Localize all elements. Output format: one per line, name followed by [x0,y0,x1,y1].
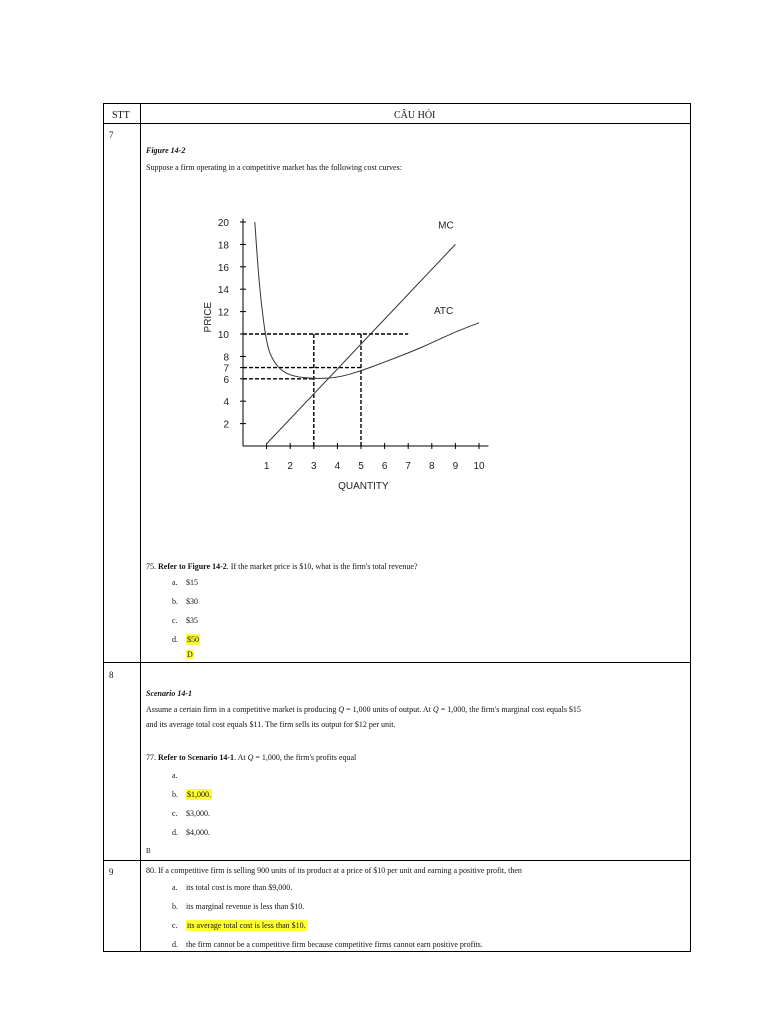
q77-opt-a-letter: a. [172,771,178,780]
x-tick-label: 6 [381,461,388,472]
y-tick-label: 16 [217,262,229,274]
x-axis-label: QUANTITY [338,481,389,492]
x-tick-label: 2 [287,461,293,472]
x-tick-label: 3 [311,461,317,472]
row-divider-8-9 [104,860,690,861]
x-tick-label: 10 [473,461,485,472]
row-divider-7-8 [104,662,690,663]
q77-question [146,753,356,763]
q80-opt-c: its average total cost is less than $10. [187,921,306,930]
q75-text: . If the market price is $10, what is the firm's total revenue? [226,562,418,571]
y-axis-label: PRICE [203,301,214,333]
x-tick-label: 7 [405,461,411,472]
stt-7: 7 [109,130,114,140]
q80-opt-d-letter: d. [172,940,178,949]
q75-opt-d: $50 [187,635,199,644]
x-tick-label: 8 [429,461,435,472]
chart-labels [203,218,485,492]
q77-number: 77. [146,753,156,762]
q77-text-a: . At [234,753,248,762]
scenario-line2: and its average total cost equals $11. The firm sells its output for $12 per unit. [146,720,396,729]
q77-text-b: = 1,000, the firm's profits equal [253,753,357,762]
q75-opt-c-letter: c. [172,616,178,625]
series-atc-line [255,222,479,378]
q75-question [146,562,418,572]
q75-ref: Refer to Figure 14-2 [158,562,227,571]
q75-number: 75. [146,562,156,571]
y-tick-label: 10 [217,330,229,341]
figure-label: Figure 14-2 [146,146,186,155]
scenario-line1-b: = 1,000 units of output. At [344,705,433,714]
y-tick-label: 20 [217,218,229,229]
q77-opt-d-letter: d. [172,828,178,837]
header-divider [104,123,690,124]
column-divider [140,104,141,951]
q80-opt-b: its marginal revenue is less than $10. [186,902,305,911]
chart-dashed-lines [243,334,408,446]
y-tick-label: 7 [223,363,229,375]
q80-opt-c-letter: c. [172,921,178,930]
q77-answer: B [146,847,151,855]
header-stt: STT [112,110,130,121]
q75-opt-d-letter: d. [172,635,178,644]
x-tick-label: 5 [358,461,364,472]
x-tick-label: 1 [263,461,270,472]
series-atc-label: ATC [433,305,454,317]
q75-opt-b-letter: b. [172,597,178,606]
q75-opt-a-letter: a. [172,578,178,587]
q77-opt-c-letter: c. [172,809,178,818]
q77-opt-d: $4,000. [186,828,210,837]
q80-question: 80. If a competitive firm is selling 900 units of its product at a price of $10 per unit and earning a positive profit, then [146,866,522,875]
scenario-line1-c: = 1,000, the firm's marginal cost equals $15 [438,705,581,714]
stt-9: 9 [109,867,114,877]
scenario-q2: Q [432,705,439,714]
header-question: CÂU HỎI [394,110,436,121]
q77-opt-b-letter: b. [172,790,178,799]
chart-series [255,222,479,444]
scenario-line1 [146,705,581,715]
q75-opt-a: $15 [186,578,198,587]
scenario-q: Q [338,705,345,714]
x-tick-label: 9 [452,461,459,472]
q80-opt-b-letter: b. [172,902,178,911]
stt-8: 8 [109,670,114,680]
series-mc-label: MC [438,220,454,232]
x-tick-label: 4 [334,461,341,472]
q77-opt-b: $1,000. [187,790,211,799]
y-tick-label: 6 [223,374,229,386]
scenario-label: Scenario 14-1 [146,689,192,698]
y-tick-label: 2 [223,419,229,431]
q77-ref: Refer to Scenario 14-1 [158,753,235,762]
q80-opt-a: its total cost is more than $9,000. [186,883,293,892]
q77-opt-c: $3,000. [186,809,210,818]
q77-q: Q [247,753,254,762]
y-tick-label: 14 [217,285,229,297]
q75-opt-b: $30 [186,597,198,606]
y-tick-label: 4 [223,397,229,409]
scenario-line1-a: Assume a certain firm in a competitive market is producing [146,705,339,714]
cost-curves-chart [195,210,505,500]
q75-opt-c: $35 [186,616,198,625]
q80-opt-a-letter: a. [172,883,178,892]
q80-opt-d: the firm cannot be a competitive firm because competitive firms cannot earn positive profits. [186,940,483,949]
y-tick-label: 18 [217,240,229,252]
y-tick-label: 12 [217,307,229,319]
figure-intro: Suppose a firm operating in a competitive market has the following cost curves: [146,163,402,172]
y-tick-label: 8 [223,352,229,364]
q75-answer: D [187,650,193,659]
